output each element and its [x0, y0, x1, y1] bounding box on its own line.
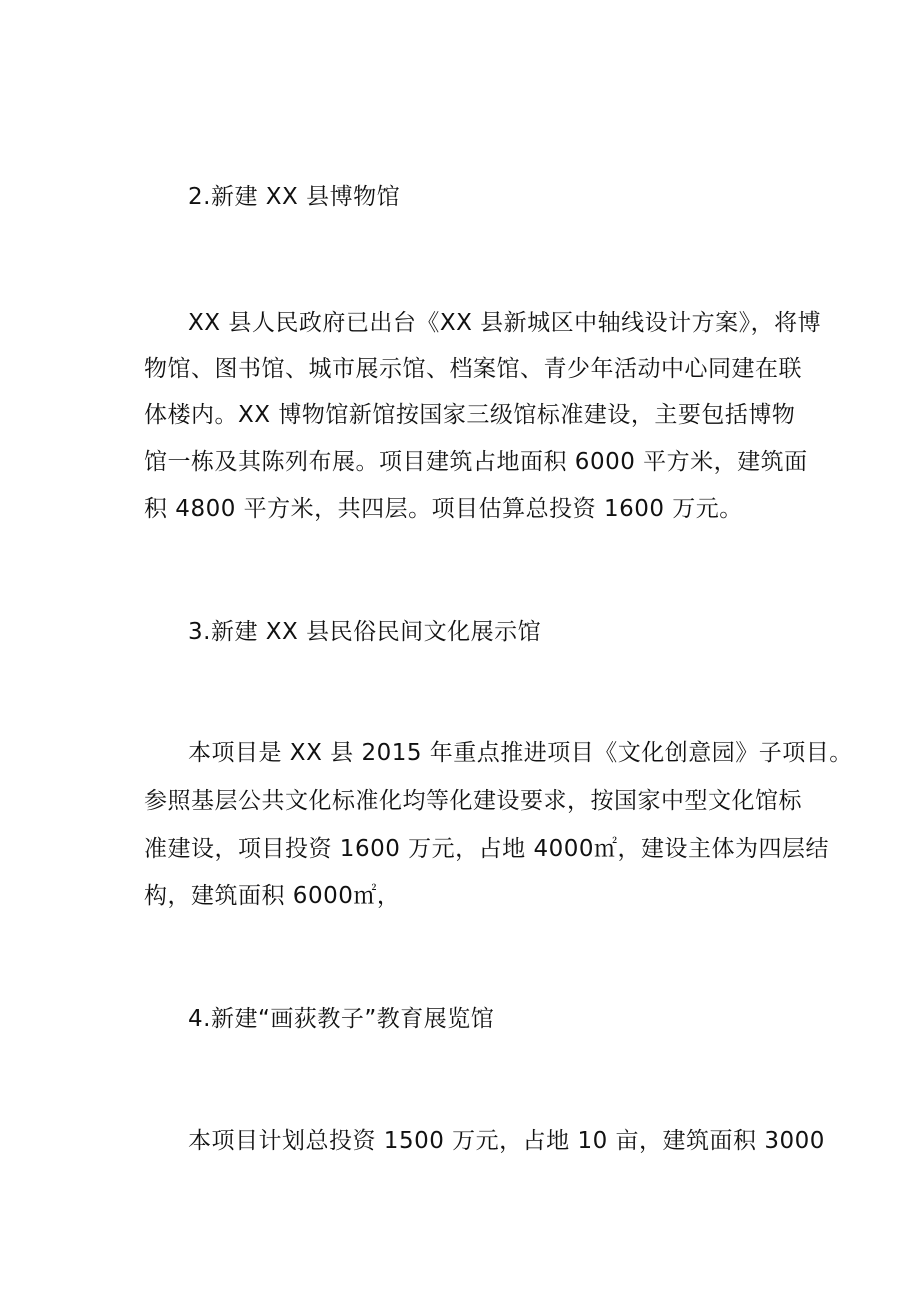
- paragraph-line: 积 4800 平方米，共四层。项目估算总投资 1600 万元。: [144, 496, 743, 522]
- paragraph-line: 馆一栋及其陈列布展。项目建筑占地面积 6000 平方米，建筑面: [144, 449, 808, 475]
- paragraph-line: XX 县人民政府已出台《XX 县新城区中轴线设计方案》，将博: [188, 310, 822, 336]
- paragraph-line: 本项目是 XX 县 2015 年重点推进项目《文化创意园》子项目。: [188, 740, 853, 766]
- paragraph-line: 准建设，项目投资 1600 万元，占地 4000㎡，建设主体为四层结: [144, 836, 829, 862]
- paragraph-line: 物馆、图书馆、城市展示馆、档案馆、青少年活动中心同建在联: [144, 356, 802, 382]
- section-heading: 2.新建 XX 县博物馆: [188, 184, 401, 210]
- paragraph-line: 构，建筑面积 6000㎡，: [144, 883, 401, 909]
- section-heading: 4.新建“画荻教子”教育展览馆: [188, 1006, 495, 1032]
- paragraph-line: 体楼内。XX 博物馆新馆按国家三级馆标准建设，主要包括博物: [144, 402, 796, 428]
- section-heading: 3.新建 XX 县民俗民间文化展示馆: [188, 619, 542, 645]
- paragraph-line: 本项目计划总投资 1500 万元，占地 10 亩，建筑面积 3000: [188, 1128, 825, 1154]
- paragraph-line: 参照基层公共文化标准化均等化建设要求，按国家中型文化馆标: [144, 788, 802, 814]
